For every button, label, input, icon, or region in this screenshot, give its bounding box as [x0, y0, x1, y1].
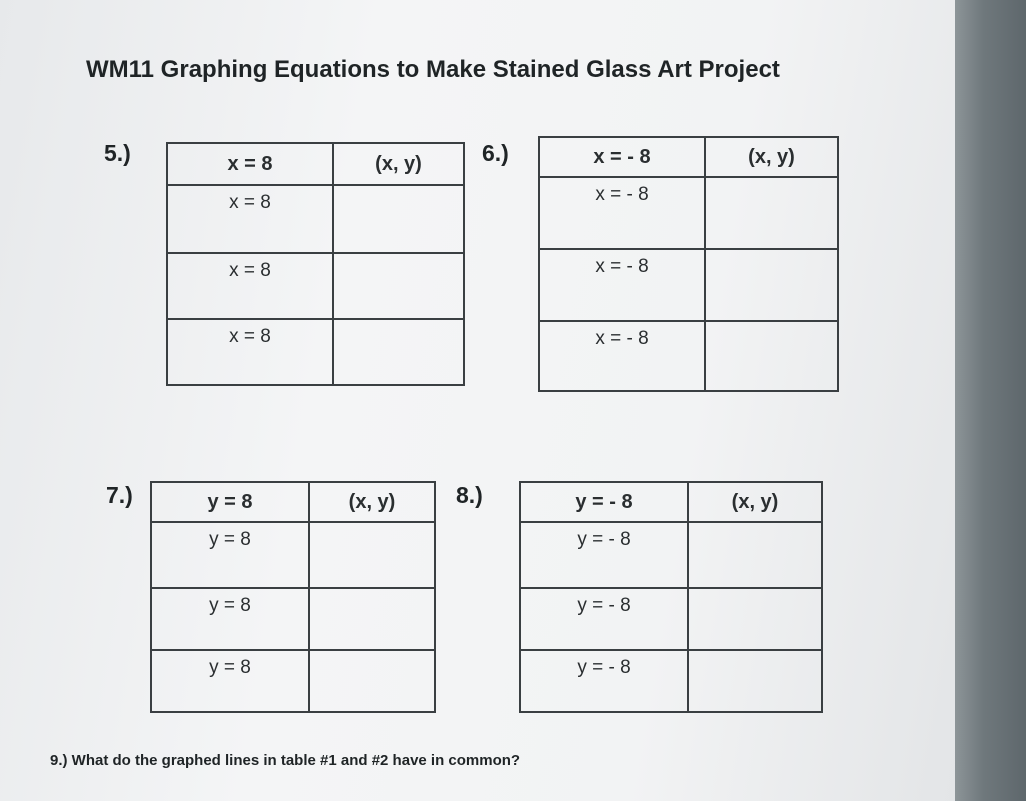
header-equation: x = 8	[167, 143, 333, 185]
equation-cell: x = - 8	[539, 177, 705, 249]
answer-cell[interactable]	[688, 522, 822, 588]
equation-cell: x = 8	[167, 253, 333, 319]
header-equation: y = - 8	[520, 482, 688, 522]
equation-cell: x = 8	[167, 319, 333, 385]
answer-cell[interactable]	[309, 650, 435, 712]
table-problem-5	[166, 142, 465, 386]
answer-cell[interactable]	[688, 588, 822, 650]
equation-cell: x = - 8	[539, 321, 705, 391]
problem-number-7: 7.)	[106, 482, 133, 508]
equation-cell: y = 8	[151, 650, 309, 712]
equation-cell: y = - 8	[520, 588, 688, 650]
answer-cell[interactable]	[333, 253, 464, 319]
answer-cell[interactable]	[309, 522, 435, 588]
equation-cell: y = - 8	[520, 522, 688, 588]
header-coordinate-pair: (x, y)	[333, 143, 464, 185]
answer-cell[interactable]	[705, 177, 838, 249]
problem-number-5: 5.)	[104, 140, 131, 166]
answer-cell[interactable]	[705, 249, 838, 321]
equation-cell: y = 8	[151, 522, 309, 588]
worksheet-title: WM11 Graphing Equations to Make Stained Glass Art Project	[86, 56, 780, 83]
header-coordinate-pair: (x, y)	[309, 482, 435, 522]
problem-number-6: 6.)	[482, 140, 509, 166]
answer-cell[interactable]	[333, 319, 464, 385]
equation-cell: x = - 8	[539, 249, 705, 321]
table-problem-6	[538, 136, 839, 392]
header-equation: y = 8	[151, 482, 309, 522]
header-coordinate-pair: (x, y)	[705, 137, 838, 177]
equation-cell: x = 8	[167, 185, 333, 253]
table-problem-7	[150, 481, 436, 713]
answer-cell[interactable]	[333, 185, 464, 253]
answer-cell[interactable]	[688, 650, 822, 712]
problem-number-8: 8.)	[456, 482, 483, 508]
table-problem-8	[519, 481, 823, 713]
equation-cell: y = - 8	[520, 650, 688, 712]
answer-cell[interactable]	[309, 588, 435, 650]
header-equation: x = - 8	[539, 137, 705, 177]
header-coordinate-pair: (x, y)	[688, 482, 822, 522]
equation-cell: y = 8	[151, 588, 309, 650]
question-9-prompt: 9.) What do the graphed lines in table #1 and #2 have in common?	[50, 752, 521, 769]
background-edge	[955, 0, 1026, 801]
answer-cell[interactable]	[705, 321, 838, 391]
